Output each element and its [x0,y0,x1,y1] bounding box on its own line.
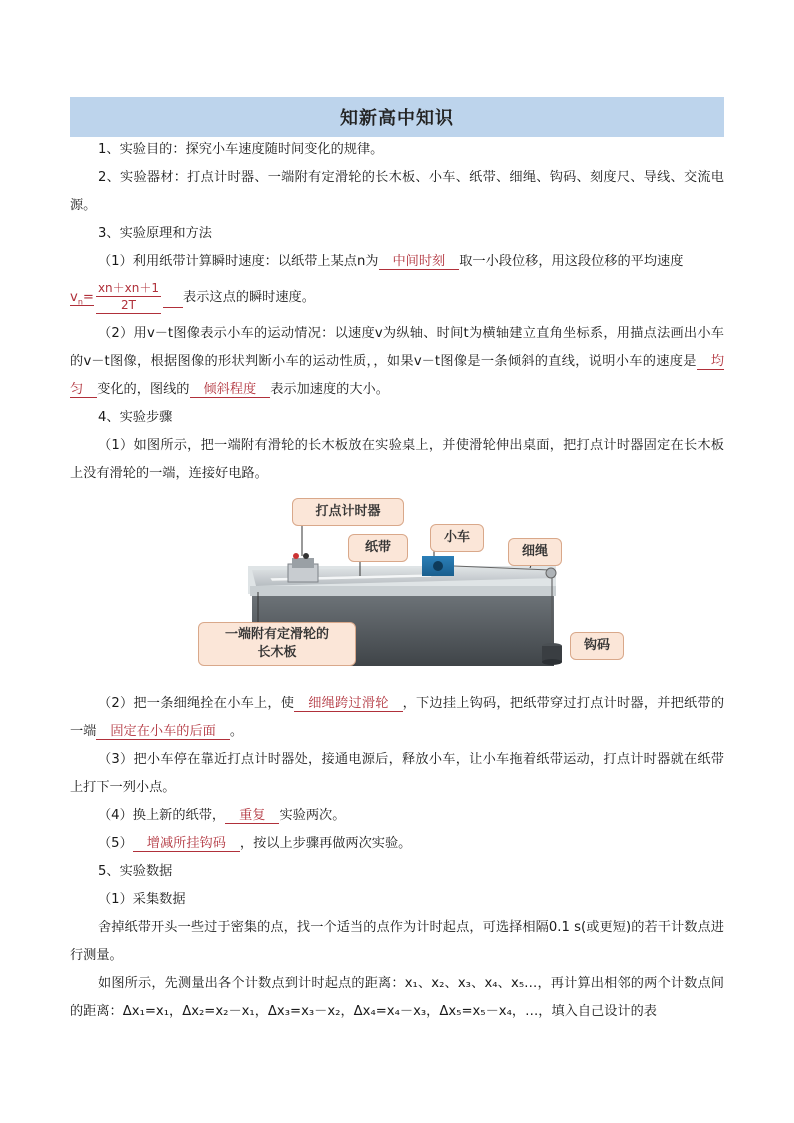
paragraph-step5: （5） 增减所挂钩码 ，按以上步骤再做两次实验。 [98,836,412,851]
answer-blank: 均匀 [70,354,724,397]
paragraph-step1: （1）如图所示，把一端附有滑轮的长木板放在实验桌上，并使滑轮伸出桌面，把打点计时器固定在长木板上没有滑轮的一端，连接好电路。 [70,438,724,481]
label-tape: 纸带 [348,534,408,562]
paragraph-data-heading: 5、实验数据 [98,864,173,879]
pulley [546,568,556,578]
label-timer: 打点计时器 [292,498,404,526]
paragraph-measure: 如图所示，先测量出各个计数点到计时起点的距离：x₁、x₂、x₃、x₄、x₅…，再计算出相邻的两个计数点间的距离：Δx₁=x₁，Δx₂=x₂－x₁，Δx₃=x₃－x₂，Δx₄=x₄－x₃，Δx₅=x₅－x₄，…，填入自己设计的表 [70,976,724,1019]
document-body [70,136,724,1026]
cart-hole [433,561,443,571]
paragraph-step4: （4）换上新的纸带， 重复 实验两次。 [98,808,346,823]
answer-blank: 中间时刻 [379,254,460,270]
answer-blank: 倾斜程度 [190,382,271,398]
formula-lhs: $v_n=$ [70,290,94,307]
board-edge [250,586,556,596]
timer-top [292,558,314,568]
answer-blank: 细绳跨过滑轮 [294,696,402,712]
apparatus-figure [70,494,724,684]
paragraph-equipment: 2、实验器材：打点计时器、一端附有定滑轮的长木板、小车、纸带、细绳、钩码、刻度尺、导线、交流电源。 [70,170,724,213]
paragraph-purpose: 1、实验目的：探究小车速度随时间变化的规律。 [98,142,384,157]
paragraph-step2: （2）把一条细绳拴在小车上，使 细绳跨过滑轮 ，下边挂上钩码，把纸带穿过打点计时器，并把纸带的一端 固定在小车的后面 。 [70,696,725,739]
label-board: 一端附有定滑轮的 长木板 [198,622,356,666]
paragraph-collect: 舍掉纸带开头一些过于密集的点，找一个适当的点作为计时起点，可选择相隔0.1 s(或更短)的若干计数点进行测量。 [70,920,724,963]
answer-blank: 增减所挂钩码 [133,836,240,852]
label-rope: 细绳 [508,538,562,566]
label-cart: 小车 [430,524,484,552]
formula-fraction: $\frac{xn+xn+1}{2T}$ [97,281,160,312]
paragraph-collect-heading: （1）采集数据 [98,892,186,907]
paragraph-principle-heading: 3、实验原理和方法 [98,226,212,241]
paragraph-steps-heading: 4、实验步骤 [98,410,173,425]
paragraph-step3: （3）把小车停在靠近打点计时器处，接通电源后，释放小车，让小车拖着纸带运动，打点计时器就在纸带上打下一列小点。 [70,752,724,795]
page-title: 知新高中知识 [340,108,454,129]
answer-blank: 固定在小车的后面 [96,724,230,740]
label-weight: 钩码 [570,632,624,660]
timer-terminal-black [303,553,309,559]
paragraph-instant-velocity: （1）利用纸带计算瞬时速度：以纸带上某点n为 中间时刻 取一小段位移，用这段位移的平均速度 [98,254,684,269]
timer-terminal-red [293,553,299,559]
weight-bottom [542,659,562,665]
velocity-formula: $v_n=$ $\frac{xn+xn+1}{2T}$ 表示这点的瞬时速度。 [70,281,315,312]
paragraph-vt-graph: （2）用v－t图像表示小车的运动情况：以速度v为纵轴、时间t为横轴建立直角坐标系，用描点法画出小车的v－t图像，根据图像的形状判断小车的运动性质，，如果v－t图像是一条倾斜的直线，说明小车的速度是 均匀 变化的，图线的 倾斜程度 表示加速度的大小。 [70,326,724,397]
title-banner [70,97,724,137]
answer-blank: 重复 [225,808,279,824]
